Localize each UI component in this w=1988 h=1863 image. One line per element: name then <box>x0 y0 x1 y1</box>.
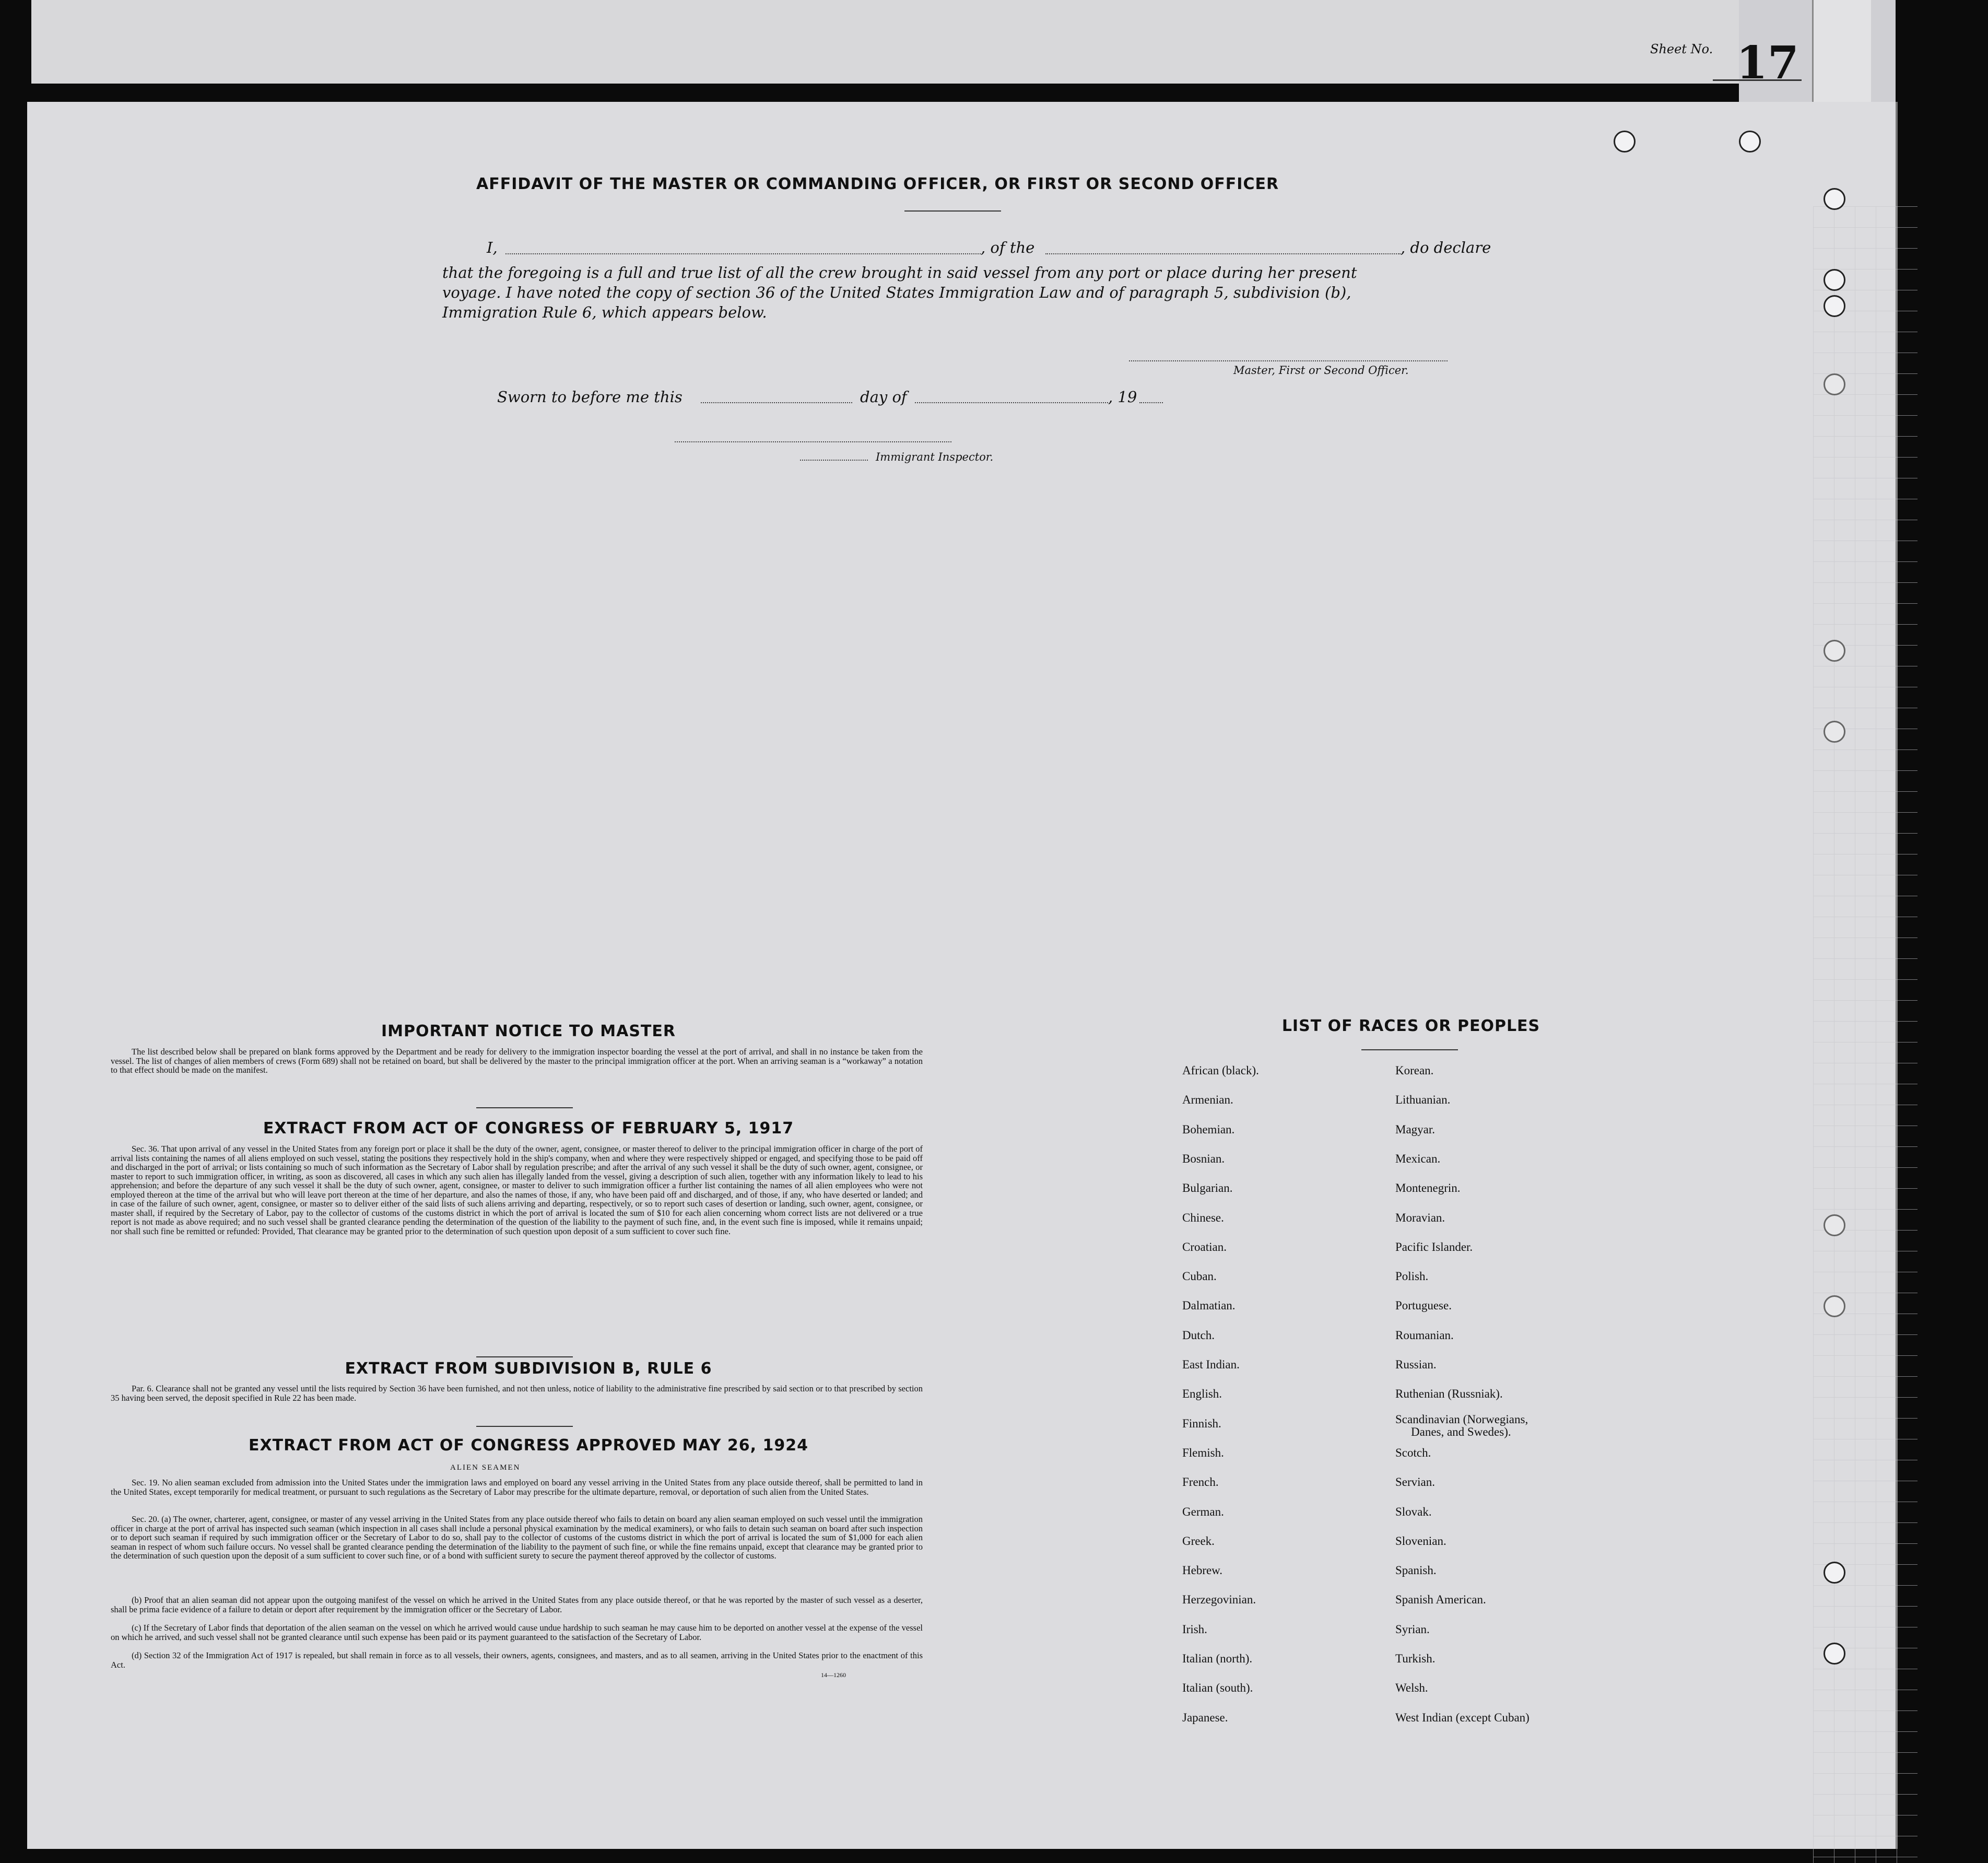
race-item: Bohemian. <box>1182 1123 1235 1136</box>
binder-hole <box>1824 1562 1845 1584</box>
race-item: Croatian. <box>1182 1240 1227 1253</box>
race-item: Moravian. <box>1395 1211 1445 1224</box>
section-rule <box>476 1107 573 1108</box>
race-item: Italian (north). <box>1182 1652 1253 1665</box>
form-page <box>27 102 1898 1849</box>
affidavit-line1-start: I, <box>487 239 498 256</box>
binder-hole <box>1739 131 1761 153</box>
binder-hole <box>1824 373 1845 395</box>
subdivision-text: Par. 6. Clearance shall not be granted any vessel until the lists required by Section 36 have been furnished, and not then unless, notice of liability to the administrative fine prescribed by said section or to that prescribed by section 35 having been served, the deposit specified in Rule 22 has been made. <box>111 1384 923 1403</box>
race-item: Dalmatian. <box>1182 1299 1236 1312</box>
race-item: Greek. <box>1182 1534 1215 1548</box>
binder-hole <box>1824 1643 1845 1665</box>
affidavit-title: AFFIDAVIT OF THE MASTER OR COMMANDING OFFICER, OR FIRST OR SECOND OFFICER <box>476 175 1279 193</box>
race-item: Bosnian. <box>1182 1152 1225 1165</box>
affidavit-line4: Immigration Rule 6, which appears below. <box>442 303 767 321</box>
affidavit-line2: that the foregoing is a full and true list of all the crew brought in said vessel from any port or place during her present <box>442 264 1357 282</box>
races-rule <box>1361 1049 1458 1050</box>
title-rule <box>904 210 1001 212</box>
affidavit-of-the: , of the <box>981 239 1035 256</box>
extract-1924-title: EXTRACT FROM ACT OF CONGRESS APPROVED MAY 26, 1924 <box>249 1436 808 1455</box>
binder-hole <box>1824 1295 1845 1317</box>
inspector-blank-2 <box>800 460 868 461</box>
race-item: Ruthenian (Russniak). <box>1395 1387 1503 1400</box>
sec20b-text: (b) Proof that an alien seaman did not appear upon the outgoing manifest of the vessel on which he arrived in the United States from any place outside thereof, or that he was reported by the master of such vessel as a deserter, shall be prima facie evidence of a failure to detain or deport after requirement by the immigration officer or the Secretary of Labor. <box>111 1595 923 1614</box>
race-item: Portuguese. <box>1395 1299 1452 1312</box>
race-item: Magyar. <box>1395 1123 1436 1136</box>
race-item: Korean. <box>1395 1064 1434 1077</box>
race-item: Flemish. <box>1182 1446 1224 1459</box>
race-item: Montenegrin. <box>1395 1181 1461 1194</box>
race-item: Italian (south). <box>1182 1681 1253 1694</box>
race-item: Roumanian. <box>1395 1329 1454 1342</box>
binder-hole <box>1824 1214 1845 1236</box>
sworn-year: , 19 <box>1108 388 1137 406</box>
race-item: Armenian. <box>1182 1093 1233 1106</box>
form-number: 14—1260 <box>821 1671 846 1679</box>
binder-hole <box>1824 269 1845 291</box>
inspector-blank <box>675 441 951 442</box>
race-item: Pacific Islander. <box>1395 1240 1473 1253</box>
sheet-number: 17 <box>1736 37 1799 89</box>
race-item: African (black). <box>1182 1064 1259 1077</box>
extract-1917-title: EXTRACT FROM ACT OF CONGRESS OF FEBRUARY 5, 1917 <box>263 1119 794 1138</box>
race-item: Lithuanian. <box>1395 1093 1451 1106</box>
race-item: Turkish. <box>1395 1652 1436 1665</box>
race-item: Russian. <box>1395 1358 1437 1371</box>
race-item: Mexican. <box>1395 1152 1441 1165</box>
notice-title: IMPORTANT NOTICE TO MASTER <box>381 1022 676 1040</box>
binder-hole <box>1614 131 1636 153</box>
inspector-label: Immigrant Inspector. <box>876 451 994 463</box>
vessel-blank <box>1045 253 1401 254</box>
race-item: Slovak. <box>1395 1505 1432 1518</box>
race-item: Scotch. <box>1395 1446 1431 1459</box>
race-item: Danes, and Swedes). <box>1411 1425 1511 1438</box>
race-item: Spanish American. <box>1395 1593 1486 1606</box>
race-item: German. <box>1182 1505 1224 1518</box>
binder-hole <box>1824 295 1845 317</box>
sheet-number-label: Sheet No. <box>1650 42 1713 56</box>
binder-hole <box>1824 640 1845 662</box>
race-item: Japanese. <box>1182 1711 1228 1724</box>
alien-seamen-subhead: ALIEN SEAMEN <box>450 1463 521 1472</box>
sec20c-text: (c) If the Secretary of Labor finds that deportation of the alien seaman on the vessel on which he arrived would cause undue hardship to such seaman he may cause him to be deported on another vessel at the expense of the vessel on which he arrived, and such vessel shall not be granted clearance until such expense has been paid or its payment guaranteed to the satisfaction of the Secretary of Labor. <box>111 1623 923 1642</box>
month-blank <box>915 402 1108 403</box>
binder-hole <box>1824 721 1845 743</box>
affidavit-line3: voyage. I have noted the copy of section 36 of the United States Immigration Law and of paragraph 5, subdivision (b), <box>442 284 1351 301</box>
grid-paper-edge <box>1813 206 1918 1863</box>
subdivision-title: EXTRACT FROM SUBDIVISION B, RULE 6 <box>345 1360 712 1378</box>
race-item: Slovenian. <box>1395 1534 1446 1548</box>
race-item: Syrian. <box>1395 1623 1430 1636</box>
race-item: Irish. <box>1182 1623 1207 1636</box>
binder-hole <box>1824 188 1845 210</box>
section-rule <box>476 1356 573 1357</box>
affidavit-declare: , do declare <box>1401 239 1491 256</box>
race-item: Cuban. <box>1182 1270 1217 1283</box>
year-blank <box>1139 402 1163 403</box>
extract-1917-text: Sec. 36. That upon arrival of any vessel in the United States from any foreign port or place it shall be the duty of the owner, agent, consignee, or master thereof to deliver to the principal immigration officer in charge of the port of arrival lists containing the names of all aliens employed on such vessel, stating the positions they respectively hold in the ship's company, when and where they were respectively shipped or engaged, and specifying those to be paid off and discharged in the port of arrival; or lists containing so much of such information as the Secretary of Labor shall by regulation prescribe; and after the arrival of any such vessel it shall be the duty of such owner, agent, consignee, or master to report to such immigration officer, in writing, as soon as discovered, all cases in which any such alien has illegally landed from the vessel, giving a description of such alien, together with any information likely to lead to his apprehension; and before the departure of any such vessel it shall be the duty of such owner, agent, consignee, or master to deliver to such immigration officer a further list containing the names of all alien employees who were not employed thereon at the time of the arrival but who will leave port thereon at the time of her departure, and also the names of those, if any, who have been paid off and discharged, and of those, if any, who have deserted or landed; and in case of the failure of such owner, agent, consignee, or master so to deliver either of the said lists of such aliens arriving and departing, respectively, or so to report such cases of desertion or landing, such owner, agent, consignee, or master shall, if required by the Secretary of Labor, pay to the collector of customs of the customs district in which the port of arrival is located the sum of $10 for each alien concerning whom correct lists are not delivered or a true report is not made as above required; and no such vessel shall be granted clearance pending the determination of the question of the liability to the payment of such fine, and, in the event such fine is imposed, while it remains unpaid; nor shall such fine be remitted or refunded: Provided, That clearance may be granted prior to the determination of such question upon deposit of a sum sufficient to cover such fine. <box>111 1144 923 1236</box>
sworn-start: Sworn to before me this <box>497 388 683 406</box>
race-item: French. <box>1182 1475 1219 1489</box>
race-item: Servian. <box>1395 1475 1436 1489</box>
sec20d-text: (d) Section 32 of the Immigration Act of 1917 is repealed, but shall remain in force as to all vessels, their owners, agents, consignees, and masters, and as to all seamen, arriving in the United States prior to the enactment of this Act. <box>111 1650 923 1670</box>
race-item: Scandinavian (Norwegians, <box>1395 1413 1528 1426</box>
race-item: Finnish. <box>1182 1417 1221 1430</box>
section-rule <box>476 1426 573 1427</box>
race-item: Spanish. <box>1395 1564 1437 1577</box>
race-item: Hebrew. <box>1182 1564 1223 1577</box>
sec19-text: Sec. 19. No alien seaman excluded from admission into the United States under the immigration laws and employed on board any vessel arriving in the United States from any place outside thereof, shall be permitted to land in the United States, except temporarily for medical treatment, or pursuant to such regulations as the Secretary of Labor may prescribe for the ultimate departure, removal, or deportation of such alien from the United States. <box>111 1478 923 1497</box>
day-blank <box>701 402 852 403</box>
race-item: Polish. <box>1395 1270 1429 1283</box>
signature-label: Master, First or Second Officer. <box>1233 364 1409 377</box>
signature-blank <box>1129 360 1448 361</box>
notice-text: The list described below shall be prepared on blank forms approved by the Department and be ready for delivery to the immigration inspector boarding the vessel at the port of arrival, and shall in no instance be taken from the vessel. The list of changes of alien members of crews (Form 689) shall not be retained on board, but shall be delivered by the master to the principal immigration officer at the port. When an arriving seaman is a “workaway” a notation to that effect should be made on the manifest. <box>111 1047 923 1075</box>
race-item: Bulgarian. <box>1182 1181 1233 1194</box>
race-item: East Indian. <box>1182 1358 1240 1371</box>
name-blank <box>505 253 981 254</box>
race-item: English. <box>1182 1387 1222 1400</box>
underlying-sheet <box>31 0 1880 84</box>
races-title: LIST OF RACES OR PEOPLES <box>1281 1017 1540 1035</box>
race-item: Chinese. <box>1182 1211 1224 1224</box>
sec20a-text: Sec. 20. (a) The owner, charterer, agent, consignee, or master of any vessel arriving in the United States from any place outside thereof who fails to detain on board any alien seaman employed on such vessel until the immigration officer in charge at the port of arrival has inspected such seaman (which inspection in all cases shall include a personal physical examination by the medical examiners), or who fails to detain such seaman on board after such inspection or to deport such seaman if required by such immigration officer or the Secretary of Labor to do so, shall pay to the collector of customs of the customs district in which the port of arrival is located the sum of $1,000 for each alien seaman in respect of whom such failure occurs. No vessel shall be granted clearance pending the determination of the liability to the payment of such fine, or while the fine remains unpaid, except that clearance may be granted prior to the determination of such question upon the deposit of a sum sufficient to cover such fine, or of a bond with sufficient surety to secure the payment thereof approved by the collector of customs. <box>111 1514 923 1561</box>
race-item: Welsh. <box>1395 1681 1428 1694</box>
race-item: Herzegovinian. <box>1182 1593 1256 1606</box>
race-item: West Indian (except Cuban) <box>1395 1711 1530 1724</box>
race-item: Dutch. <box>1182 1329 1215 1342</box>
sworn-day-of: day of <box>860 388 907 406</box>
